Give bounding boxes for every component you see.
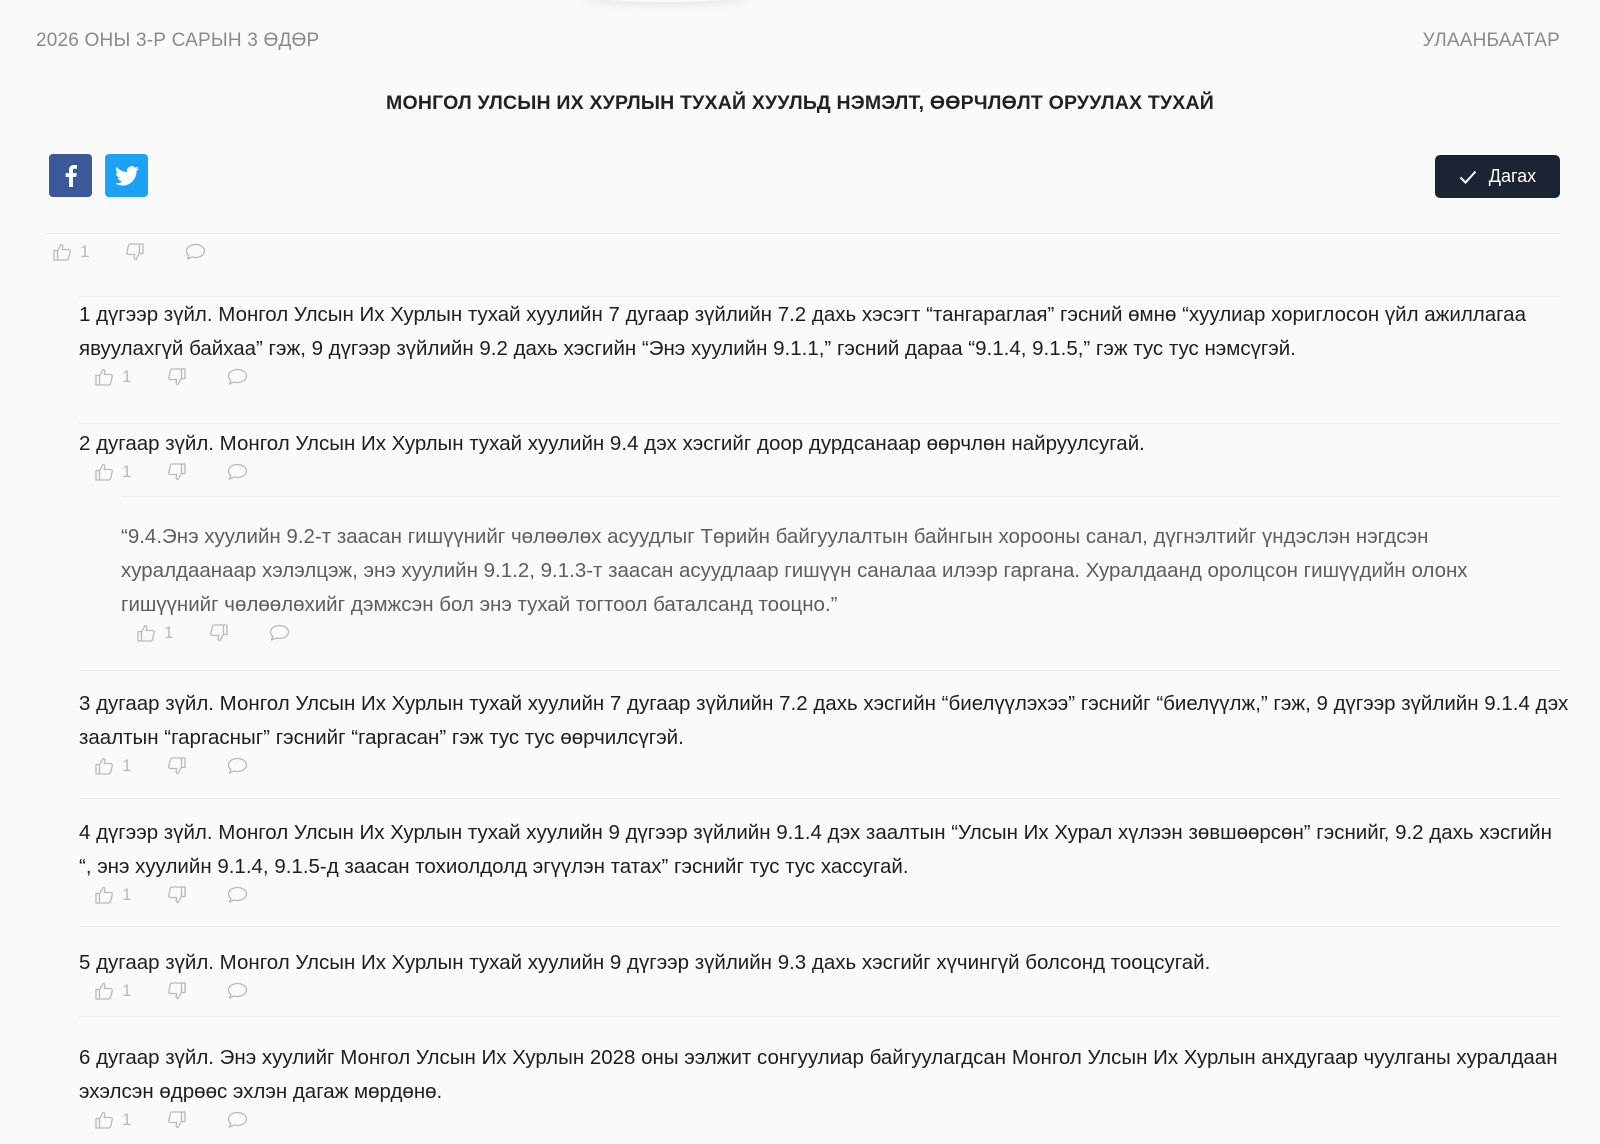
divider: [79, 670, 1560, 671]
article-4: [79, 816, 1569, 907]
like-button[interactable]: [95, 749, 167, 783]
article-reactions: [95, 365, 1569, 389]
like-count: 1: [122, 981, 132, 1000]
thumbs-down-icon: [209, 624, 228, 642]
comment-icon: [227, 368, 248, 386]
article-2: [79, 427, 1569, 484]
thumbs-down-icon: [167, 757, 186, 775]
like-button[interactable]: [95, 360, 167, 394]
comment-button[interactable]: [227, 886, 248, 904]
dislike-button[interactable]: [209, 624, 269, 642]
comment-button[interactable]: [185, 243, 206, 261]
follow-label: Дагах: [1488, 166, 1537, 186]
thumbs-up-icon: [95, 368, 114, 386]
article-5: [79, 946, 1569, 1003]
comment-icon: [227, 886, 248, 904]
title-reactions: [53, 240, 206, 264]
article-reactions: [95, 754, 1569, 778]
divider: [45, 233, 1560, 234]
divider: [79, 798, 1560, 799]
article-2-quote: [121, 520, 1561, 645]
comment-button[interactable]: [269, 624, 290, 642]
like-count: 1: [80, 242, 90, 261]
document-location: УЛААНБААТАР: [1422, 30, 1560, 51]
thumbs-up-icon: [53, 243, 72, 261]
facebook-share-button[interactable]: [49, 154, 92, 197]
thumbs-down-icon: [167, 368, 186, 386]
comment-button[interactable]: [227, 463, 248, 481]
top-tab-shadow: [580, 0, 750, 2]
comment-button[interactable]: [227, 368, 248, 386]
thumbs-down-icon: [167, 1111, 186, 1129]
article-text: 1 дүгээр зүйл. Монгол Улсын Их Хурлын тухай хуулийн 7 дугаар зүйлийн 7.2 дахь хэсэгт “тангараглая” гэсний өмнө “хуулиар хориглосон үйл ажиллагаа явуулахгүй байхаа” гэж, 9 дүгээр зүйлийн 9.2 дахь хэсгийн “Энэ хуулийн 9.1.1,” гэсний дараа “9.1.4, 9.1.5,” гэж тус тус нэмсүгэй.: [79, 303, 1526, 360]
dislike-button[interactable]: [167, 463, 227, 481]
document-header: [36, 30, 1560, 52]
like-count: 1: [122, 885, 132, 904]
article-text: 6 дугаар зүйл. Энэ хуулийг Монгол Улсын Их Хурлын 2028 оны ээлжит сонгуулиар байгуулагдсан Монгол Улсын Их Хурлын анхдугаар чуулганы хуралдаан эхэлсэн өдрөөс эхлэн дагаж мөрдөнө.: [79, 1046, 1558, 1103]
article-3: [79, 687, 1569, 778]
twitter-share-button[interactable]: [105, 154, 148, 197]
quote-reactions: [137, 621, 1561, 645]
article-reactions: [95, 460, 1569, 484]
page-title: МОНГОЛ УЛСЫН ИХ ХУРЛЫН ТУХАЙ ХУУЛЬД НЭМЭЛТ, ӨӨРЧЛӨЛТ ОРУУЛАХ ТУХАЙ: [386, 92, 1214, 114]
like-button[interactable]: [95, 878, 167, 912]
dislike-button[interactable]: [167, 757, 227, 775]
divider: [79, 296, 1560, 297]
facebook-icon: [65, 165, 77, 187]
divider: [79, 1016, 1560, 1017]
comment-icon: [269, 624, 290, 642]
dislike-button[interactable]: [167, 1111, 227, 1129]
comment-button[interactable]: [227, 1111, 248, 1129]
like-button[interactable]: [95, 974, 167, 1008]
check-icon: [1459, 170, 1477, 184]
like-button[interactable]: [137, 616, 209, 650]
article-reactions: [95, 1108, 1569, 1132]
like-count: 1: [122, 756, 132, 775]
article-text: 5 дугаар зүйл. Монгол Улсын Их Хурлын тухай хуулийн 9 дүгээр зүйлийн 9.3 дахь хэсгийг хүчингүй болсонд тооцсугай.: [79, 951, 1211, 974]
thumbs-up-icon: [95, 463, 114, 481]
like-count: 1: [122, 462, 132, 481]
like-count: 1: [164, 623, 174, 642]
dislike-button[interactable]: [167, 368, 227, 386]
comment-button[interactable]: [227, 757, 248, 775]
like-button[interactable]: [95, 455, 167, 489]
comment-icon: [227, 982, 248, 1000]
article-text: 4 дүгээр зүйл. Монгол Улсын Их Хурлын тухай хуулийн 9 дүгээр зүйлийн 9.1.4 дэх заалтын “Улсын Их Хурал хүлээн зөвшөөрсөн” гэснийг, 9.2 дахь хэсгийн “, энэ хуулийн 9.1.4, 9.1.5-д заасан тохиолдолд эгүүлэн татах” гэснийг тус тус хассугай.: [79, 821, 1552, 878]
thumbs-up-icon: [95, 982, 114, 1000]
dislike-button[interactable]: [125, 243, 185, 261]
like-count: 1: [122, 1110, 132, 1129]
follow-button[interactable]: [1435, 155, 1560, 198]
article-6: [79, 1041, 1569, 1132]
thumbs-down-icon: [167, 886, 186, 904]
thumbs-up-icon: [137, 624, 156, 642]
like-button[interactable]: [95, 1103, 167, 1137]
article-1: [79, 298, 1569, 389]
thumbs-up-icon: [95, 886, 114, 904]
dislike-button[interactable]: [167, 982, 227, 1000]
article-text: 2 дугаар зүйл. Монгол Улсын Их Хурлын тухай хуулийн 9.4 дэх хэсгийг доор дурдсанаар өөрчлөн найруулсугай.: [79, 432, 1145, 455]
thumbs-down-icon: [125, 243, 144, 261]
like-button[interactable]: [53, 242, 125, 262]
document-date: 2026 ОНЫ 3-Р САРЫН 3 ӨДӨР: [36, 30, 320, 51]
divider: [79, 926, 1560, 927]
article-reactions: [95, 979, 1569, 1003]
thumbs-down-icon: [167, 463, 186, 481]
comment-button[interactable]: [227, 982, 248, 1000]
dislike-button[interactable]: [167, 886, 227, 904]
thumbs-up-icon: [95, 757, 114, 775]
divider: [121, 496, 1560, 497]
quote-text: “9.4.Энэ хуулийн 9.2-т заасан гишүүнийг чөлөөлөх асуудлыг Төрийн байгуулалтын байнгын хорооны санал, дүгнэлтийг үндэслэн нэгдсэн хуралдаанаар хэлэлцэж, энэ хуулийн 9.1.2, 9.1.3-т заасан асуудлаар гишүүн саналаа илээр гаргана. Хуралдаанд оролцсон гишүүдийн олонх гишүүнийг чөлөөлөхийг дэмжсэн бол энэ тухай тогтоол баталсанд тооцно.”: [121, 525, 1468, 616]
article-reactions: [95, 883, 1569, 907]
like-count: 1: [122, 367, 132, 386]
divider: [79, 423, 1560, 424]
comment-icon: [227, 757, 248, 775]
share-buttons: [49, 154, 148, 197]
thumbs-up-icon: [95, 1111, 114, 1129]
comment-icon: [227, 1111, 248, 1129]
comment-icon: [185, 243, 206, 261]
twitter-icon: [115, 166, 139, 186]
thumbs-down-icon: [167, 982, 186, 1000]
comment-icon: [227, 463, 248, 481]
article-text: 3 дугаар зүйл. Монгол Улсын Их Хурлын тухай хуулийн 7 дугаар зүйлийн 7.2 дахь хэсгийн “биелүүлэхээ” гэснийг “биелүүлж,” гэж, 9 дүгээр зүйлийн 9.1.4 дэх заалтын “гаргасныг” гэснийг “гаргасан” гэж тус тус өөрчилсүгэй.: [79, 692, 1569, 749]
